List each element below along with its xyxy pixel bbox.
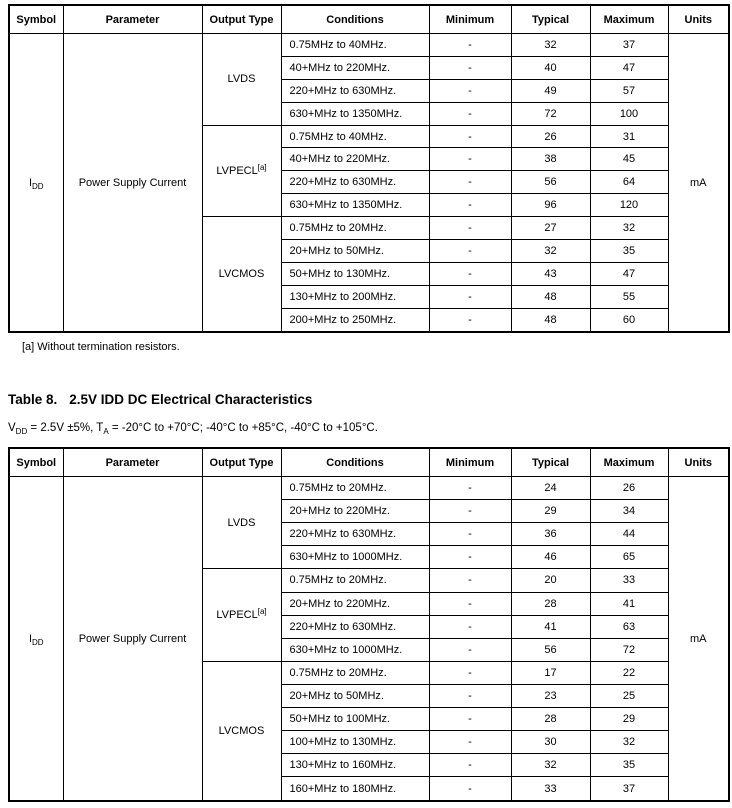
minimum-cell: - [429, 684, 511, 707]
minimum-cell: - [429, 125, 511, 148]
typical-cell: 56 [511, 638, 590, 661]
condition-cell: 0.75MHz to 20MHz. [281, 661, 429, 684]
condition-cell: 160+MHz to 180MHz. [281, 777, 429, 801]
typical-cell: 23 [511, 684, 590, 707]
minimum-cell: - [429, 708, 511, 731]
minimum-cell: - [429, 500, 511, 523]
typical-cell: 72 [511, 102, 590, 125]
condition-cell: 630+MHz to 1000MHz. [281, 546, 429, 569]
condition-cell: 50+MHz to 100MHz. [281, 708, 429, 731]
maximum-cell: 32 [590, 217, 668, 240]
table8-heading-title: 2.5V IDD DC Electrical Characteristics [69, 392, 313, 407]
minimum-cell: - [429, 546, 511, 569]
maximum-cell: 55 [590, 285, 668, 308]
maximum-cell: 47 [590, 56, 668, 79]
col-header-conditions: Conditions [281, 448, 429, 477]
minimum-cell: - [429, 194, 511, 217]
condition-cell: 40+MHz to 220MHz. [281, 56, 429, 79]
typical-cell: 28 [511, 708, 590, 731]
condition-cell: 630+MHz to 1350MHz. [281, 102, 429, 125]
minimum-cell: - [429, 731, 511, 754]
idd-spec-table-2 [8, 447, 730, 802]
maximum-cell: 32 [590, 731, 668, 754]
col-header-typical: Typical [511, 448, 590, 477]
typical-cell: 36 [511, 523, 590, 546]
condition-cell: 20+MHz to 220MHz. [281, 592, 429, 615]
output-type-cell: LVPECL[a] [202, 569, 281, 661]
minimum-cell: - [429, 34, 511, 57]
col-header-units: Units [668, 448, 729, 477]
spec-row [9, 34, 729, 57]
condition-cell: 220+MHz to 630MHz. [281, 615, 429, 638]
maximum-cell: 41 [590, 592, 668, 615]
minimum-cell: - [429, 592, 511, 615]
typical-cell: 28 [511, 592, 590, 615]
col-header-minimum: Minimum [429, 448, 511, 477]
maximum-cell: 31 [590, 125, 668, 148]
minimum-cell: - [429, 661, 511, 684]
col-header-output-type: Output Type [202, 5, 281, 34]
footnote-ref: [a] [257, 607, 267, 617]
maximum-cell: 35 [590, 754, 668, 777]
col-header-maximum: Maximum [590, 5, 668, 34]
maximum-cell: 57 [590, 79, 668, 102]
output-type-cell: LVDS [202, 477, 281, 569]
maximum-cell: 25 [590, 684, 668, 707]
footnote-text: [a] Without termination resistors. [22, 341, 180, 353]
typical-cell: 96 [511, 194, 590, 217]
condition-cell: 0.75MHz to 20MHz. [281, 217, 429, 240]
maximum-cell: 45 [590, 148, 668, 171]
minimum-cell: - [429, 477, 511, 500]
condition-cell: 50+MHz to 130MHz. [281, 262, 429, 285]
typical-cell: 33 [511, 777, 590, 801]
condition-cell: 130+MHz to 200MHz. [281, 285, 429, 308]
maximum-cell: 22 [590, 661, 668, 684]
maximum-cell: 47 [590, 262, 668, 285]
table8-heading [8, 392, 728, 407]
condition-cell: 100+MHz to 130MHz. [281, 731, 429, 754]
output-type-cell: LVDS [202, 34, 281, 126]
units-cell: mA [668, 34, 729, 333]
maximum-cell: 100 [590, 102, 668, 125]
typical-cell: 46 [511, 546, 590, 569]
typical-cell: 30 [511, 731, 590, 754]
col-header-parameter: Parameter [63, 5, 202, 34]
parameter-cell: Power Supply Current [63, 477, 202, 802]
maximum-cell: 34 [590, 500, 668, 523]
minimum-cell: - [429, 56, 511, 79]
symbol-subscript: DD [32, 637, 44, 647]
minimum-cell: - [429, 171, 511, 194]
minimum-cell: - [429, 285, 511, 308]
minimum-cell: - [429, 777, 511, 801]
symbol-cell: $I_{DD}$ [9, 34, 63, 333]
col-header-output-type: Output Type [202, 448, 281, 477]
col-header-conditions: Conditions [281, 5, 429, 34]
minimum-cell: - [429, 148, 511, 171]
condition-cell: 200+MHz to 250MHz. [281, 308, 429, 332]
condition-cell: 20+MHz to 220MHz. [281, 500, 429, 523]
test-conditions-line [8, 421, 728, 436]
maximum-cell: 26 [590, 477, 668, 500]
condition-cell: 220+MHz to 630MHz. [281, 171, 429, 194]
condition-cell: 0.75MHz to 20MHz. [281, 477, 429, 500]
minimum-cell: - [429, 523, 511, 546]
typical-cell: 56 [511, 171, 590, 194]
maximum-cell: 60 [590, 308, 668, 332]
maximum-cell: 37 [590, 777, 668, 801]
condition-cell: 220+MHz to 630MHz. [281, 79, 429, 102]
col-header-minimum: Minimum [429, 5, 511, 34]
typical-cell: 48 [511, 285, 590, 308]
typical-cell: 43 [511, 262, 590, 285]
condition-cell: 0.75MHz to 40MHz. [281, 34, 429, 57]
minimum-cell: - [429, 638, 511, 661]
conditions-text: = 2.5V ±5%, T [27, 422, 104, 434]
typical-cell: 17 [511, 661, 590, 684]
table8-heading-label: Table 8. [8, 392, 58, 407]
spec-row [9, 477, 729, 500]
minimum-cell: - [429, 615, 511, 638]
maximum-cell: 29 [590, 708, 668, 731]
typical-cell: 24 [511, 477, 590, 500]
maximum-cell: 37 [590, 34, 668, 57]
output-type-cell: LVCMOS [202, 217, 281, 332]
output-type-cell: LVPECL[a] [202, 125, 281, 217]
header-row [9, 5, 729, 34]
units-cell: mA [668, 477, 729, 802]
typical-cell: 32 [511, 34, 590, 57]
typical-cell: 41 [511, 615, 590, 638]
maximum-cell: 65 [590, 546, 668, 569]
col-header-units: Units [668, 5, 729, 34]
maximum-cell: 64 [590, 171, 668, 194]
maximum-cell: 120 [590, 194, 668, 217]
conditions-text: V [8, 422, 16, 434]
footnote-ref: [a] [257, 162, 267, 172]
col-header-parameter: Parameter [63, 448, 202, 477]
condition-cell: 130+MHz to 160MHz. [281, 754, 429, 777]
minimum-cell: - [429, 217, 511, 240]
minimum-cell: - [429, 754, 511, 777]
minimum-cell: - [429, 240, 511, 263]
subscript-text: A [103, 427, 109, 436]
typical-cell: 32 [511, 754, 590, 777]
col-header-symbol: Symbol [9, 448, 63, 477]
minimum-cell: - [429, 569, 511, 592]
condition-cell: 20+MHz to 50MHz. [281, 240, 429, 263]
typical-cell: 48 [511, 308, 590, 332]
condition-cell: 20+MHz to 50MHz. [281, 684, 429, 707]
idd-spec-table-1 [8, 4, 730, 333]
condition-cell: 630+MHz to 1000MHz. [281, 638, 429, 661]
output-type-cell: LVCMOS [202, 661, 281, 801]
typical-cell: 27 [511, 217, 590, 240]
minimum-cell: - [429, 262, 511, 285]
minimum-cell: - [429, 102, 511, 125]
col-header-typical: Typical [511, 5, 590, 34]
typical-cell: 38 [511, 148, 590, 171]
minimum-cell: - [429, 308, 511, 332]
minimum-cell: - [429, 79, 511, 102]
subscript-text: DD [15, 427, 28, 436]
col-header-maximum: Maximum [590, 448, 668, 477]
typical-cell: 29 [511, 500, 590, 523]
maximum-cell: 72 [590, 638, 668, 661]
typical-cell: 32 [511, 240, 590, 263]
condition-cell: 630+MHz to 1350MHz. [281, 194, 429, 217]
condition-cell: 0.75MHz to 20MHz. [281, 569, 429, 592]
maximum-cell: 63 [590, 615, 668, 638]
maximum-cell: 33 [590, 569, 668, 592]
maximum-cell: 44 [590, 523, 668, 546]
parameter-cell: Power Supply Current [63, 34, 202, 333]
symbol-subscript: DD [32, 181, 44, 191]
condition-cell: 40+MHz to 220MHz. [281, 148, 429, 171]
condition-cell: 0.75MHz to 40MHz. [281, 125, 429, 148]
typical-cell: 20 [511, 569, 590, 592]
maximum-cell: 35 [590, 240, 668, 263]
typical-cell: 26 [511, 125, 590, 148]
condition-cell: 220+MHz to 630MHz. [281, 523, 429, 546]
typical-cell: 40 [511, 56, 590, 79]
symbol-cell: $I_{DD}$ [9, 477, 63, 802]
footnote [22, 341, 728, 354]
header-row [9, 448, 729, 477]
conditions-text: = -20°C to +70°C; -40°C to +85°C, -40°C to +105°C. [108, 422, 378, 434]
typical-cell: 49 [511, 79, 590, 102]
col-header-symbol: Symbol [9, 5, 63, 34]
